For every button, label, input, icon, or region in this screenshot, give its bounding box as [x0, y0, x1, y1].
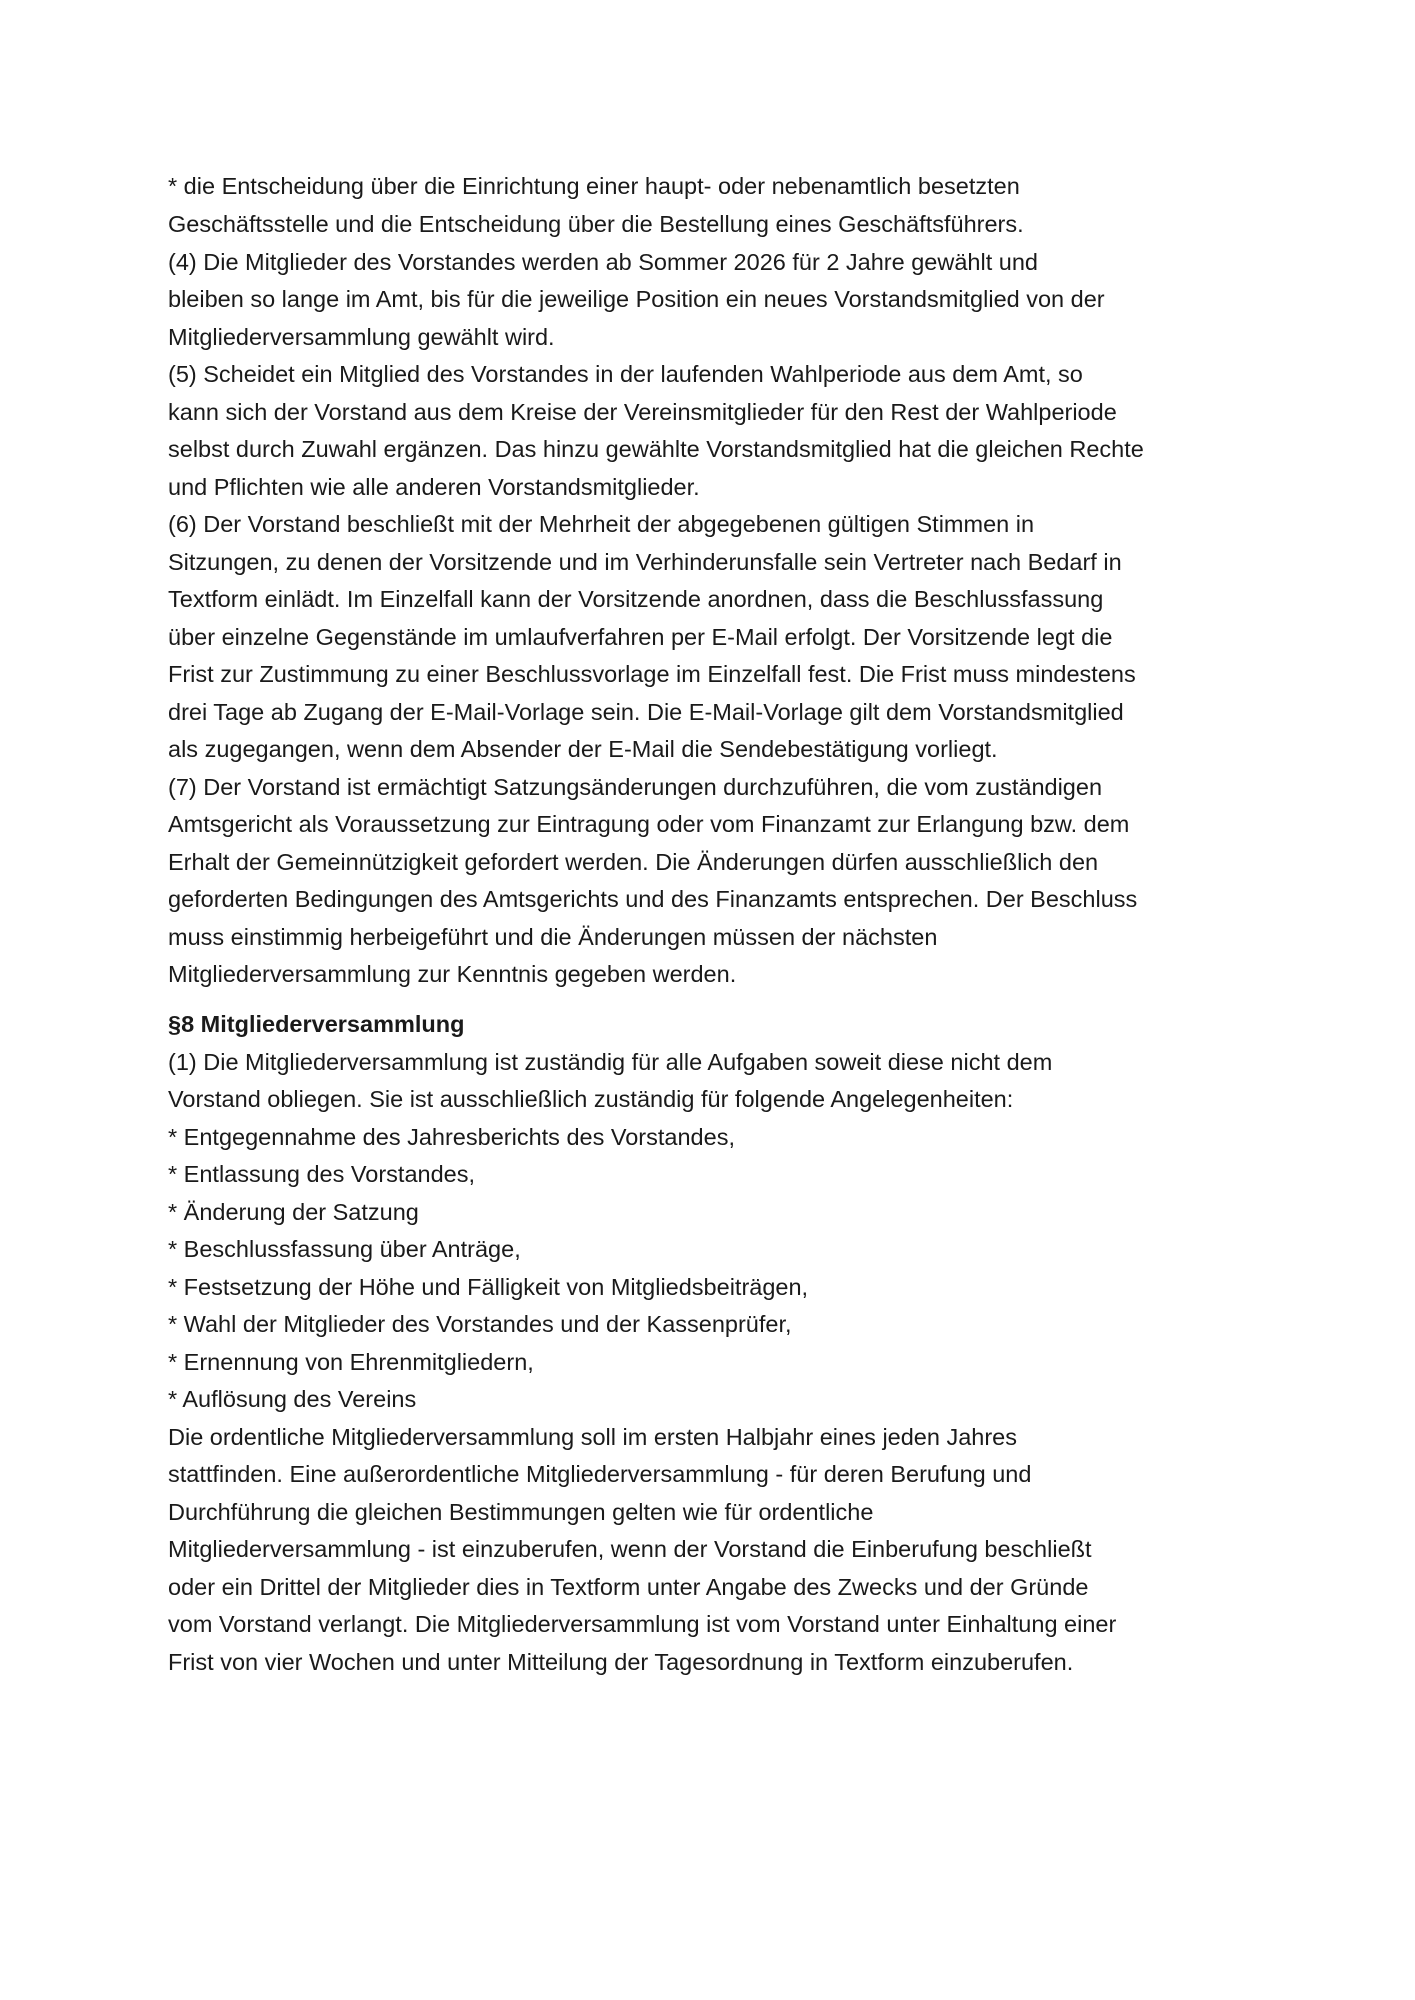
text-line: als zugegangen, wenn dem Absender der E-Mail die Sendebestätigung vorliegt.	[168, 736, 998, 762]
list-item: * Auflösung des Vereins	[168, 1386, 417, 1412]
text-line: oder ein Drittel der Mitglieder dies in Textform unter Angabe des Zwecks und der Gründe	[168, 1573, 1089, 1600]
text-line: (4) Die Mitglieder des Vorstandes werden ab Sommer 2026 für 2 Jahre gewählt und	[168, 248, 1038, 275]
text-line: bleiben so lange im Amt, bis für die jeweilige Position ein neues Vorstandsmitglied von der	[168, 286, 1105, 312]
list-item: * Entlassung des Vorstandes,	[168, 1161, 476, 1187]
list-item: * Entgegennahme des Jahresberichts des Vorstandes,	[168, 1123, 735, 1150]
section-heading: §8 Mitgliederversammlung	[168, 1010, 465, 1037]
text-line: Sitzungen, zu denen der Vorsitzende und im Verhinderunsfalle sein Vertreter nach Bedarf in	[168, 548, 1122, 575]
text-line: Vorstand obliegen. Sie ist ausschließlich zuständig für folgende Angelegenheiten:	[168, 1086, 1014, 1112]
list-item: * Festsetzung der Höhe und Fälligkeit von Mitgliedsbeiträgen,	[168, 1273, 809, 1300]
text-line: stattfinden. Eine außerordentliche Mitgliederversammlung - für deren Berufung und	[168, 1461, 1032, 1487]
text-line: drei Tage ab Zugang der E-Mail-Vorlage sein. Die E-Mail-Vorlage gilt dem Vorstandsmitglied	[168, 698, 1124, 725]
text-line: Amtsgericht als Voraussetzung zur Eintragung oder vom Finanzamt zur Erlangung bzw. dem	[168, 811, 1130, 837]
section-7-continuation	[168, 166, 1268, 994]
text-line: * die Entscheidung über die Einrichtung einer haupt- oder nebenamtlich besetzten	[168, 173, 1020, 199]
text-line: (7) Der Vorstand ist ermächtigt Satzungsänderungen durchzuführen, die vom zuständigen	[168, 773, 1103, 800]
text-line: über einzelne Gegenstände im umlaufverfahren per E-Mail erfolgt. Der Vorsitzende legt die	[168, 623, 1113, 650]
list-item: * Änderung der Satzung	[168, 1198, 419, 1225]
list-item: * Wahl der Mitglieder des Vorstandes und der Kassenprüfer,	[168, 1311, 792, 1337]
list-item: * Ernennung von Ehrenmitgliedern,	[168, 1348, 534, 1375]
text-line: (6) Der Vorstand beschließt mit der Mehrheit der abgegebenen gültigen Stimmen in	[168, 511, 1035, 537]
text-line: Erhalt der Gemeinnützigkeit gefordert werden. Die Änderungen dürfen ausschließlich den	[168, 848, 1099, 875]
text-line: Mitgliederversammlung zur Kenntnis gegeben werden.	[168, 961, 737, 987]
text-line: vom Vorstand verlangt. Die Mitgliederversammlung ist vom Vorstand unter Einhaltung einer	[168, 1611, 1117, 1637]
text-line: Die ordentliche Mitgliederversammlung soll im ersten Halbjahr eines jeden Jahres	[168, 1423, 1018, 1450]
text-line: und Pflichten wie alle anderen Vorstandsmitglieder.	[168, 473, 700, 500]
text-line: Textform einlädt. Im Einzelfall kann der Vorsitzende anordnen, dass die Beschlussfassung	[168, 586, 1104, 612]
text-line: Frist von vier Wochen und unter Mitteilung der Tagesordnung in Textform einzuberufen.	[168, 1648, 1074, 1675]
text-line: selbst durch Zuwahl ergänzen. Das hinzu gewählte Vorstandsmitglied hat die gleichen Rechte	[168, 436, 1144, 462]
text-line: geforderten Bedingungen des Amtsgerichts und des Finanzamts entsprechen. Der Beschluss	[168, 886, 1138, 912]
text-line: kann sich der Vorstand aus dem Kreise der Vereinsmitglieder für den Rest der Wahlperiode	[168, 398, 1117, 425]
document-body	[168, 166, 1268, 1681]
text-line: Durchführung die gleichen Bestimmungen gelten wie für ordentliche	[168, 1498, 874, 1525]
text-line: Mitgliederversammlung - ist einzuberufen, wenn der Vorstand die Einberufung beschließt	[168, 1536, 1092, 1562]
section-8-body	[168, 1044, 1268, 1682]
text-line: Geschäftsstelle und die Entscheidung über die Bestellung eines Geschäftsführers.	[168, 211, 1024, 237]
list-item: * Beschlussfassung über Anträge,	[168, 1236, 521, 1262]
text-line: Frist zur Zustimmung zu einer Beschlussvorlage im Einzelfall fest. Die Frist muss mindestens	[168, 661, 1136, 687]
text-line: (1) Die Mitgliederversammlung ist zuständig für alle Aufgaben soweit diese nicht dem	[168, 1048, 1053, 1075]
text-line: muss einstimmig herbeigeführt und die Änderungen müssen der nächsten	[168, 923, 938, 950]
text-line: (5) Scheidet ein Mitglied des Vorstandes in der laufenden Wahlperiode aus dem Amt, so	[168, 361, 1083, 387]
text-line: Mitgliederversammlung gewählt wird.	[168, 323, 555, 350]
